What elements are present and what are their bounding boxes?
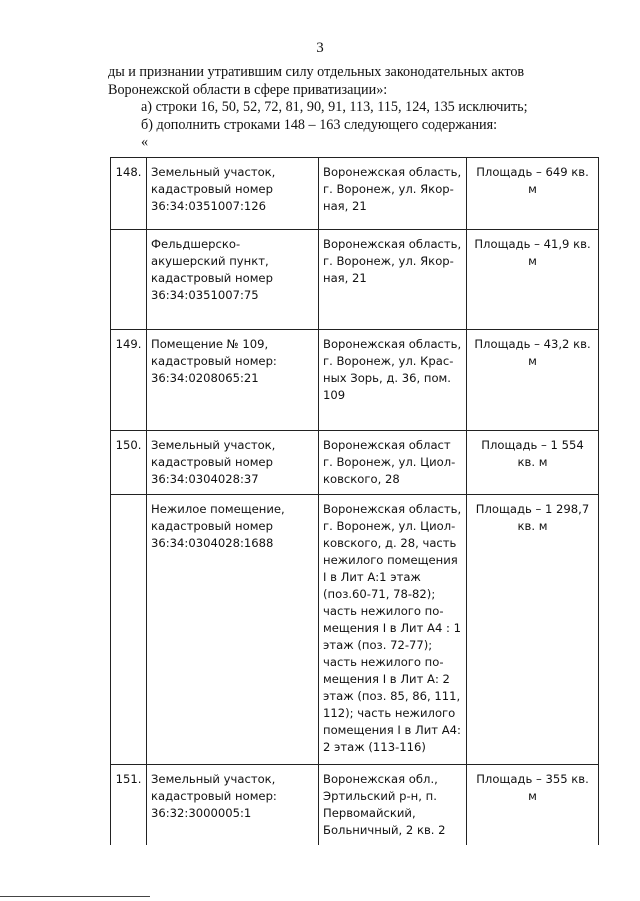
object-name: Фельдшерско-акушерский пункт, кадастровый номер 36:34:0351007:75 (147, 230, 319, 330)
object-name: Земельный участок, кадастровый номер 36:34:0351007:126 (147, 158, 319, 230)
table-row (111, 431, 599, 495)
row-number (111, 495, 147, 765)
object-address: Воронежская област г. Воронеж, ул. Циол-ковского, 28 (319, 431, 467, 495)
object-name: Земельный участок, кадастровый номер: 36:32:3000005:1 (147, 765, 319, 845)
intro-item-b: б) дополнить строками 148 – 163 следующего содержания: (141, 116, 498, 133)
object-address: Воронежская область, г. Воронеж, ул. Якор-ная, 21 (319, 158, 467, 230)
row-number: 148. (111, 158, 147, 230)
row-number: 151. (111, 765, 147, 845)
object-area: Площадь – 41,9 кв. м (467, 230, 599, 330)
object-name: Земельный участок, кадастровый номер 36:34:0304028:37 (147, 431, 319, 495)
object-area: Площадь – 1 298,7 кв. м (467, 495, 599, 765)
table-row (111, 495, 599, 765)
object-address: Воронежская область, г. Воронеж, ул. Циол-ковского, д. 28, часть нежилого помещения I в Лит А:1 этаж (поз.60-71, 78-82); часть нежилого по-мещения I в Лит А4 : 1 этаж (поз. 72-77); часть нежилого по-мещения I в Лит А: 2 этаж (поз. 85, 86, 111, 112); часть нежилого помещения I в Лит А4: 2 этаж (113-116) (319, 495, 467, 765)
table-row (111, 765, 599, 845)
table-row (111, 330, 599, 431)
object-area: Площадь – 649 кв. м (467, 158, 599, 230)
object-name: Нежилое помещение, кадастровый номер 36:34:0304028:1688 (147, 495, 319, 765)
row-number: 149. (111, 330, 147, 431)
object-address: Воронежская область, г. Воронеж, ул. Крас-ных Зорь, д. 36, пом. 109 (319, 330, 467, 431)
row-number: 150. (111, 431, 147, 495)
object-address: Воронежская обл., Эртильский р-н, п. Первомайский, Больничный, 2 кв. 2 (319, 765, 467, 845)
opening-quote: « (141, 134, 149, 150)
table-row (111, 158, 599, 230)
table-row (111, 230, 599, 330)
object-address: Воронежская область, г. Воронеж, ул. Якор-ная, 21 (319, 230, 467, 330)
object-area: Площадь – 43,2 кв. м (467, 330, 599, 431)
property-table (110, 157, 599, 845)
intro-item-a: а) строки 16, 50, 52, 72, 81, 90, 91, 113, 115, 124, 135 исключить; (141, 99, 528, 115)
intro-line: ды и признании утратившим силу отдельных законодательных актов Воронежской области в сфере приватизации»: (108, 64, 525, 98)
intro-text (108, 64, 600, 152)
footer-divider (0, 896, 150, 897)
page-number: 3 (316, 40, 324, 56)
object-area: Площадь – 1 554 кв. м (467, 431, 599, 495)
object-area: Площадь – 355 кв. м (467, 765, 599, 845)
object-name: Помещение № 109, кадастровый номер: 36:34:0208065:21 (147, 330, 319, 431)
row-number (111, 230, 147, 330)
